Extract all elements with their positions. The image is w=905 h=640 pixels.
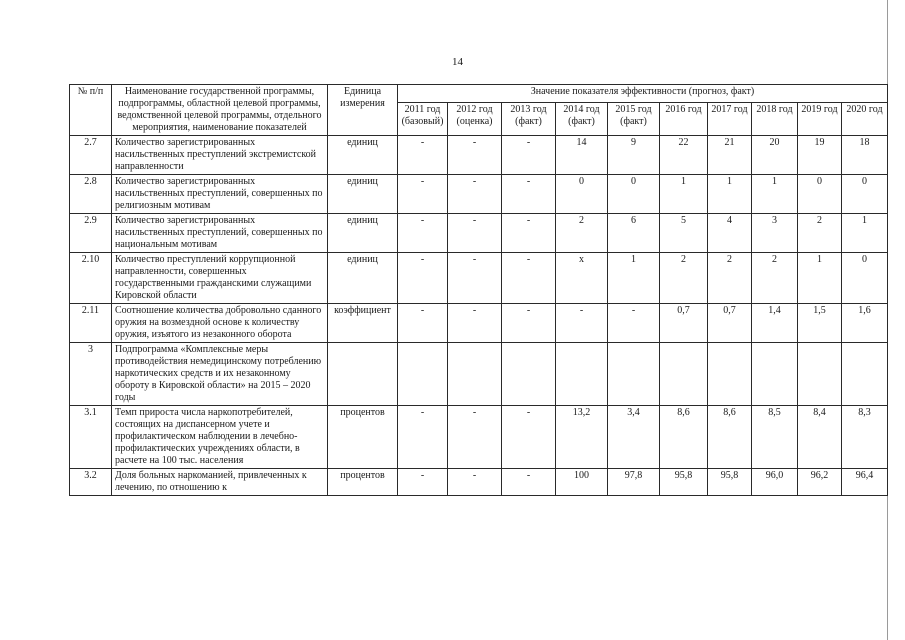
value-cell: 3,4 <box>608 406 660 469</box>
value-cell <box>660 343 708 406</box>
value-cell: 1 <box>660 175 708 214</box>
value-cell: - <box>502 304 556 343</box>
value-cell: 0 <box>798 175 842 214</box>
value-cell: 2 <box>752 253 798 304</box>
value-cell: 95,8 <box>708 469 752 496</box>
header-year: 2013 год (факт) <box>502 103 556 136</box>
header-name: Наименование государственной программы, подпрограммы, областной целевой программы, ведомственной целевой программы, отдельного мероприятия, наименование показателей <box>112 85 328 136</box>
row-number: 3 <box>70 343 112 406</box>
header-year: 2020 год <box>842 103 888 136</box>
value-cell: 3 <box>752 214 798 253</box>
value-cell: 13,2 <box>556 406 608 469</box>
value-cell: - <box>502 136 556 175</box>
unit-cell: процентов <box>328 469 398 496</box>
row-number: 2.7 <box>70 136 112 175</box>
row-number: 2.8 <box>70 175 112 214</box>
value-cell: - <box>448 136 502 175</box>
header-year: 2016 год <box>660 103 708 136</box>
value-cell: 96,0 <box>752 469 798 496</box>
value-cell <box>798 343 842 406</box>
table-row <box>70 469 888 496</box>
value-cell: - <box>448 469 502 496</box>
header-unit: Единица измерения <box>328 85 398 136</box>
value-cell <box>842 343 888 406</box>
value-cell: 8,4 <box>798 406 842 469</box>
value-cell: 1 <box>708 175 752 214</box>
header-year: 2015 год (факт) <box>608 103 660 136</box>
value-cell: - <box>448 304 502 343</box>
value-cell: 0 <box>556 175 608 214</box>
value-cell: - <box>448 175 502 214</box>
value-cell: 100 <box>556 469 608 496</box>
unit-cell: процентов <box>328 406 398 469</box>
value-cell: 0 <box>842 253 888 304</box>
value-cell: 1,6 <box>842 304 888 343</box>
value-cell: - <box>398 136 448 175</box>
value-cell <box>502 343 556 406</box>
header-num: № п/п <box>70 85 112 136</box>
value-cell: - <box>556 304 608 343</box>
value-cell: 1,4 <box>752 304 798 343</box>
value-cell: 1 <box>752 175 798 214</box>
value-cell: - <box>502 253 556 304</box>
value-cell: 96,4 <box>842 469 888 496</box>
value-cell: 22 <box>660 136 708 175</box>
value-cell: 8,6 <box>660 406 708 469</box>
unit-cell: единиц <box>328 214 398 253</box>
indicator-name: Количество зарегистрированных насильственных преступлений экстремистской направленности <box>112 136 328 175</box>
value-cell: - <box>398 175 448 214</box>
row-number: 2.11 <box>70 304 112 343</box>
value-cell: 9 <box>608 136 660 175</box>
value-cell: x <box>556 253 608 304</box>
value-cell: 96,2 <box>798 469 842 496</box>
indicator-name: Количество зарегистрированных насильственных преступлений, совершенных по национальным мотивам <box>112 214 328 253</box>
value-cell: 2 <box>660 253 708 304</box>
header-year: 2014 год (факт) <box>556 103 608 136</box>
value-cell: - <box>398 304 448 343</box>
value-cell: - <box>448 406 502 469</box>
indicator-name: Соотношение количества добровольно сданного оружия на возмездной основе к количеству оружия, изъятого из незаконного оборота <box>112 304 328 343</box>
value-cell: 8,5 <box>752 406 798 469</box>
value-cell: 1 <box>842 214 888 253</box>
value-cell <box>708 343 752 406</box>
indicator-name: Количество преступлений коррупционной направленности, совершенных государственными гражданскими служащими Кировской области <box>112 253 328 304</box>
value-cell: - <box>502 406 556 469</box>
value-cell: - <box>608 304 660 343</box>
indicator-name: Темп прироста числа наркопотребителей, состоящих на диспансерном учете и профилактическом наблюдении в лечебно-профилактических учреждениях области, в расчете на 100 тыс. населения <box>112 406 328 469</box>
table-row <box>70 343 888 406</box>
value-cell: 6 <box>608 214 660 253</box>
value-cell: - <box>398 469 448 496</box>
value-cell: 1 <box>608 253 660 304</box>
unit-cell: единиц <box>328 136 398 175</box>
header-year: 2011 год (базовый) <box>398 103 448 136</box>
header-values: Значение показателя эффективности (прогноз, факт) <box>398 85 888 103</box>
header-year: 2018 год <box>752 103 798 136</box>
value-cell: - <box>398 406 448 469</box>
value-cell: 1,5 <box>798 304 842 343</box>
value-cell: 0 <box>608 175 660 214</box>
indicator-name: Подпрограмма «Комплексные меры противодействия немедицинскому потреблению наркотических средств и их незаконному обороту в Кировской области» на 2015 – 2020 годы <box>112 343 328 406</box>
value-cell <box>608 343 660 406</box>
value-cell: 8,6 <box>708 406 752 469</box>
page-number: 14 <box>452 56 463 68</box>
value-cell: - <box>448 253 502 304</box>
value-cell: 19 <box>798 136 842 175</box>
value-cell: 2 <box>556 214 608 253</box>
table-row <box>70 304 888 343</box>
value-cell <box>448 343 502 406</box>
header-year: 2017 год <box>708 103 752 136</box>
indicator-name: Количество зарегистрированных насильственных преступлений, совершенных по религиозным мотивам <box>112 175 328 214</box>
row-number: 2.9 <box>70 214 112 253</box>
value-cell: 21 <box>708 136 752 175</box>
value-cell: 0 <box>842 175 888 214</box>
table-row <box>70 214 888 253</box>
value-cell <box>398 343 448 406</box>
value-cell: 8,3 <box>842 406 888 469</box>
table-row <box>70 136 888 175</box>
value-cell: 95,8 <box>660 469 708 496</box>
value-cell: - <box>448 214 502 253</box>
unit-cell: коэффициент <box>328 304 398 343</box>
row-number: 3.2 <box>70 469 112 496</box>
value-cell: - <box>502 175 556 214</box>
unit-cell <box>328 343 398 406</box>
value-cell: 1 <box>798 253 842 304</box>
value-cell: 2 <box>798 214 842 253</box>
value-cell: 14 <box>556 136 608 175</box>
value-cell: 4 <box>708 214 752 253</box>
value-cell: 5 <box>660 214 708 253</box>
unit-cell: единиц <box>328 175 398 214</box>
indicator-name: Доля больных наркоманией, привлеченных к лечению, по отношению к <box>112 469 328 496</box>
header-year: 2019 год <box>798 103 842 136</box>
value-cell: - <box>398 253 448 304</box>
row-number: 3.1 <box>70 406 112 469</box>
table-row <box>70 175 888 214</box>
value-cell <box>556 343 608 406</box>
row-number: 2.10 <box>70 253 112 304</box>
value-cell: - <box>502 214 556 253</box>
value-cell: 97,8 <box>608 469 660 496</box>
value-cell: 18 <box>842 136 888 175</box>
table-row <box>70 253 888 304</box>
value-cell <box>752 343 798 406</box>
indicators-table <box>69 84 888 496</box>
value-cell: - <box>398 214 448 253</box>
value-cell: 0,7 <box>660 304 708 343</box>
table-row <box>70 406 888 469</box>
value-cell: 20 <box>752 136 798 175</box>
unit-cell: единиц <box>328 253 398 304</box>
header-year: 2012 год (оценка) <box>448 103 502 136</box>
value-cell: 2 <box>708 253 752 304</box>
value-cell: 0,7 <box>708 304 752 343</box>
value-cell: - <box>502 469 556 496</box>
